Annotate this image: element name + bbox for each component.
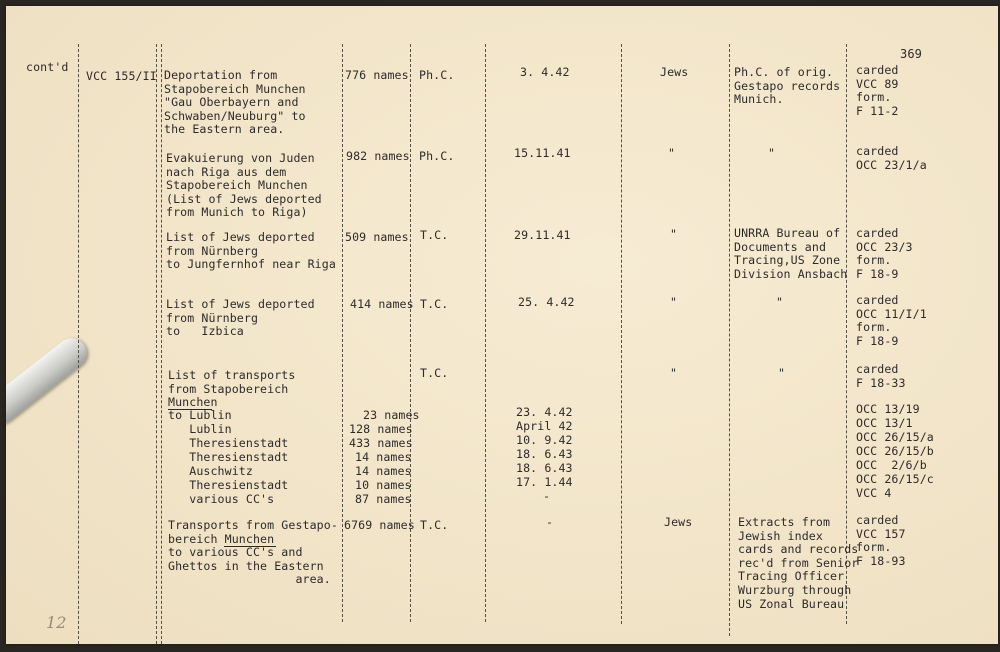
- transport-destination: Lublin: [168, 422, 232, 436]
- row-date: 15.11.41: [514, 146, 571, 160]
- row-category: Jews: [660, 65, 689, 79]
- row-category: ": [668, 146, 676, 160]
- column-rule: [156, 44, 157, 644]
- row-source: ": [778, 366, 786, 380]
- column-rule: [729, 44, 730, 636]
- transport-ref: OCC 2/6/b: [856, 458, 927, 472]
- row-date: -: [546, 515, 554, 529]
- transport-destination: to Lublin: [168, 408, 232, 422]
- row-source: ": [768, 146, 776, 160]
- row-status: carded OCC 23/1/a: [856, 144, 927, 172]
- column-rule: [410, 44, 411, 622]
- row-status: carded OCC 23/3 form. F 18-9: [856, 226, 913, 281]
- transport-ref: OCC 26/15/c: [856, 472, 934, 486]
- row-type: T.C.: [420, 228, 449, 242]
- row-description: Evakuierung von Juden nach Riga aus dem Stapobereich Munchen (List of Jews deported from Munich to Riga): [166, 151, 322, 220]
- transport-names: 128 names: [349, 422, 413, 436]
- row-category: Jews: [664, 515, 693, 529]
- row-category: ": [670, 295, 678, 309]
- transport-date: 18. 6.43: [516, 447, 573, 461]
- row-source: Extracts from Jewish index cards and records rec'd from Senior Tracing Officer Wurzburg through US Zonal Bureau: [738, 515, 859, 611]
- row-status: carded VCC 89 form. F 11-2: [856, 63, 899, 118]
- row-status: carded VCC 157 form. F 18-93: [856, 513, 906, 568]
- row-category: ": [670, 366, 678, 380]
- row-names: 6769 names: [344, 518, 415, 532]
- row-type: T.C.: [420, 297, 449, 311]
- row-description: Transports from Gestapo- bereich Munchen to various CC's and Ghettos in the Eastern area.: [168, 518, 338, 587]
- row-source: ": [776, 295, 784, 309]
- row-description: Deportation from Stapobereich Munchen "Gau Oberbayern and Schwaben/Neuburg" to the Eastern area.: [164, 68, 306, 137]
- transport-names: 14 names: [355, 450, 412, 464]
- row-category: ": [670, 227, 678, 241]
- row-description: List of Jews deported from Nürnberg to Izbica: [166, 297, 315, 339]
- transport-destination: Theresienstadt: [168, 478, 289, 492]
- page-number: 369: [900, 47, 922, 61]
- transport-destination: Theresienstadt: [168, 450, 289, 464]
- row-type: T.C.: [420, 366, 449, 380]
- column-rule: [161, 44, 162, 644]
- transport-date: 17. 1.44: [516, 475, 573, 489]
- transport-ref: OCC 26/15/a: [856, 430, 934, 444]
- row-date: 25. 4.42: [518, 295, 575, 309]
- transport-names: 433 names: [349, 436, 413, 450]
- transport-names: 14 names: [355, 464, 412, 478]
- transport-names: 23 names: [363, 408, 420, 422]
- paper-clip: [6, 332, 93, 430]
- column-rule: [78, 44, 79, 644]
- transport-date: -: [543, 489, 551, 503]
- row-type: Ph.C.: [419, 149, 455, 163]
- transport-date: 23. 4.42: [516, 405, 573, 419]
- row-date: 29.11.41: [514, 228, 571, 242]
- row-source: Ph.C. of orig. Gestapo records Munich.: [734, 65, 841, 107]
- row-names: 776 names: [345, 68, 409, 82]
- margin-label: cont'd: [26, 60, 69, 74]
- transport-names: 87 names: [355, 492, 412, 506]
- transport-date: April 42: [516, 419, 573, 433]
- transport-destination: Theresienstadt: [168, 436, 289, 450]
- row-names: 982 names: [346, 149, 410, 163]
- reference-code: VCC 155/II: [86, 69, 157, 83]
- transport-ref: VCC 4: [856, 486, 892, 500]
- margin-note: 12: [46, 613, 67, 632]
- transport-ref: OCC 13/19: [856, 402, 920, 416]
- transport-ref: OCC 26/15/b: [856, 444, 934, 458]
- transport-ref: OCC 13/1: [856, 416, 913, 430]
- row-names: 509 names: [345, 230, 409, 244]
- row-date: 3. 4.42: [520, 65, 570, 79]
- column-rule: [485, 44, 486, 622]
- row-names: 414 names: [350, 297, 414, 311]
- row-status: carded F 18-33: [856, 362, 906, 390]
- row-description: List of transports from Stapobereich Munchen: [168, 368, 296, 410]
- transport-destination: various CC's: [168, 492, 275, 506]
- transport-date: 18. 6.43: [516, 461, 573, 475]
- column-rule: [621, 44, 622, 624]
- transport-names: 10 names: [355, 478, 412, 492]
- transport-date: 10. 9.42: [516, 433, 573, 447]
- row-description: List of Jews deported from Nürnberg to Jungfernhof near Riga: [166, 230, 336, 272]
- document-page: [6, 6, 998, 644]
- row-type: T.C.: [420, 518, 449, 532]
- row-source: UNRRA Bureau of Documents and Tracing,US Zone Division Ansbach: [734, 226, 848, 281]
- row-status: carded OCC 11/I/1 form. F 18-9: [856, 293, 927, 348]
- row-type: Ph.C.: [419, 68, 455, 82]
- column-rule: [342, 44, 343, 622]
- description-underline: [224, 546, 276, 547]
- transport-destination: Auschwitz: [168, 464, 253, 478]
